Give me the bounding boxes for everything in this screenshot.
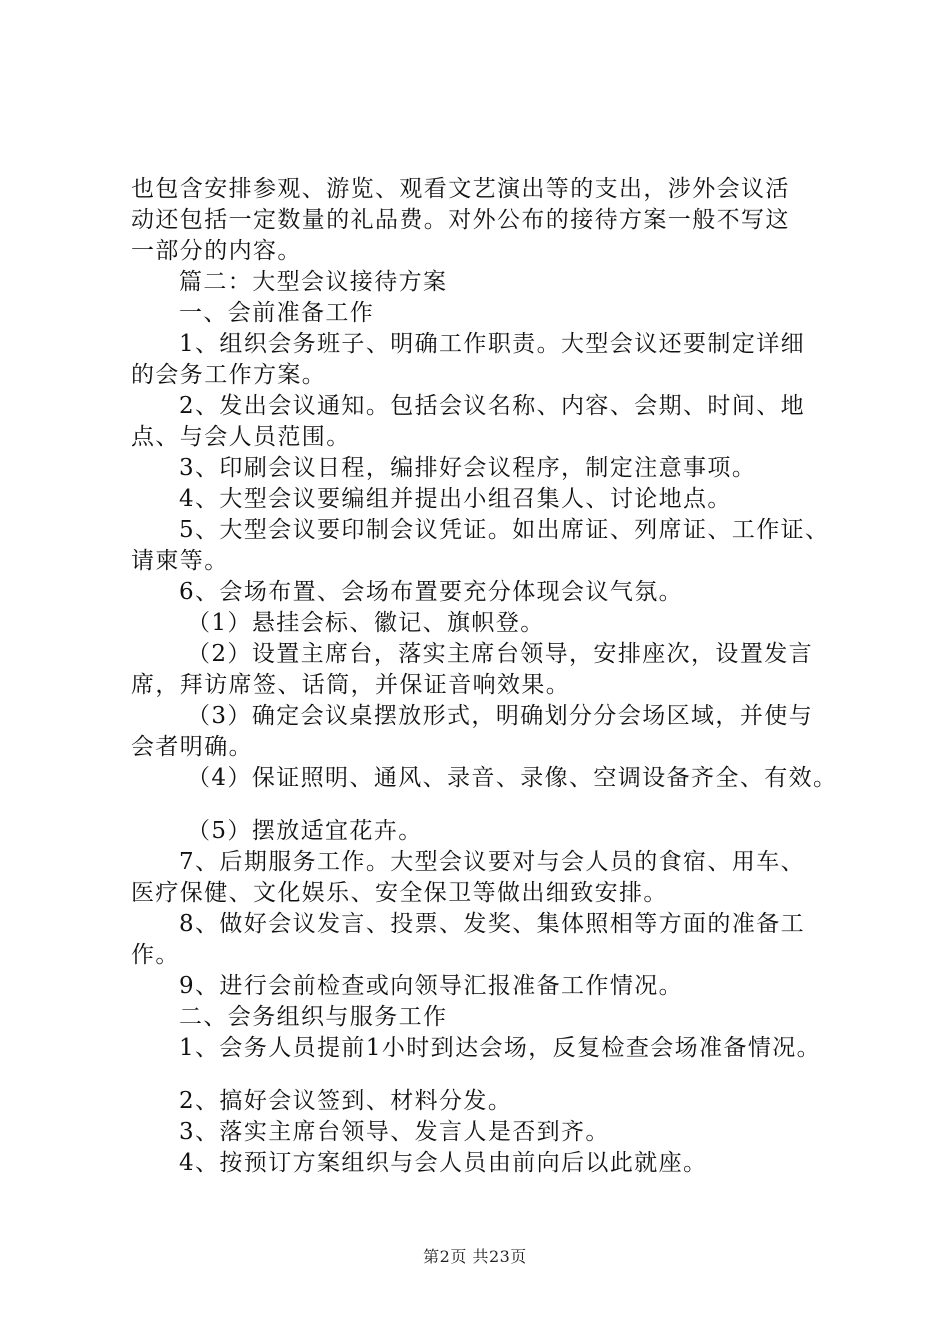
paragraph-line: 一部分的内容。	[131, 238, 302, 264]
paragraph-line: 6、会场布置、会场布置要充分体现会议气氛。	[179, 579, 684, 605]
paragraph-line: 也包含安排参观、游览、观看文艺演出等的支出，涉外会议活	[131, 176, 790, 202]
paragraph-line: 席，拜访席签、话筒，并保证音响效果。	[131, 672, 571, 698]
paragraph-line: 3、落实主席台领导、发言人是否到齐。	[179, 1119, 610, 1145]
paragraph-line: 点、与会人员范围。	[131, 424, 351, 450]
page-footer: 第2页 共23页	[423, 1247, 527, 1266]
paragraph-line: 动还包括一定数量的礼品费。对外公布的接待方案一般不写这	[131, 207, 790, 233]
paragraph-line: 1、会务人员提前1小时到达会场，反复检查会场准备情况。	[179, 1035, 822, 1061]
paragraph-line: 医疗保健、文化娱乐、安全保卫等做出细致安排。	[131, 880, 668, 906]
paragraph-line: 5、大型会议要印制会议凭证。如出席证、列席证、工作证、	[179, 517, 830, 543]
paragraph-line: 1、组织会务班子、明确工作职责。大型会议还要制定详细	[179, 331, 806, 357]
paragraph-line: 7、后期服务工作。大型会议要对与会人员的食宿、用车、	[179, 849, 806, 875]
blank-line	[131, 794, 851, 816]
paragraph-line: 请柬等。	[131, 548, 229, 574]
paragraph-line: 3、印刷会议日程，编排好会议程序，制定注意事项。	[179, 455, 757, 481]
paragraph-line: 4、按预订方案组织与会人员由前向后以此就座。	[179, 1150, 708, 1176]
paragraph-line: 会者明确。	[131, 734, 253, 760]
paragraph-line: （1）悬挂会标、徽记、旗帜登。	[187, 610, 545, 636]
section-heading: 二、会务组织与服务工作	[179, 1004, 448, 1030]
blank-line	[131, 1064, 851, 1086]
paragraph-line: 作。	[131, 942, 180, 968]
paragraph-line: （2）设置主席台，落实主席台领导，安排座次，设置发言	[187, 641, 814, 667]
paragraph-line: （3）确定会议桌摆放形式，明确划分分会场区域，并使与	[187, 703, 814, 729]
paragraph-line: 2、搞好会议签到、材料分发。	[179, 1088, 513, 1114]
section-heading: 一、会前准备工作	[179, 300, 375, 326]
paragraph-line: 9、进行会前检查或向领导汇报准备工作情况。	[179, 973, 684, 999]
paragraph-line: 4、大型会议要编组并提出小组召集人、讨论地点。	[179, 486, 732, 512]
section-title: 篇二：大型会议接待方案	[179, 269, 448, 295]
paragraph-line: 8、做好会议发言、投票、发奖、集体照相等方面的准备工	[179, 911, 806, 937]
paragraph-line: （5）摆放适宜花卉。	[187, 818, 423, 844]
document-body	[131, 174, 851, 1179]
paragraph-line: （4）保证照明、通风、录音、录像、空调设备齐全、有效。	[187, 765, 838, 791]
paragraph-line: 的会务工作方案。	[131, 362, 327, 388]
paragraph-line: 2、发出会议通知。包括会议名称、内容、会期、时间、地	[179, 393, 806, 419]
